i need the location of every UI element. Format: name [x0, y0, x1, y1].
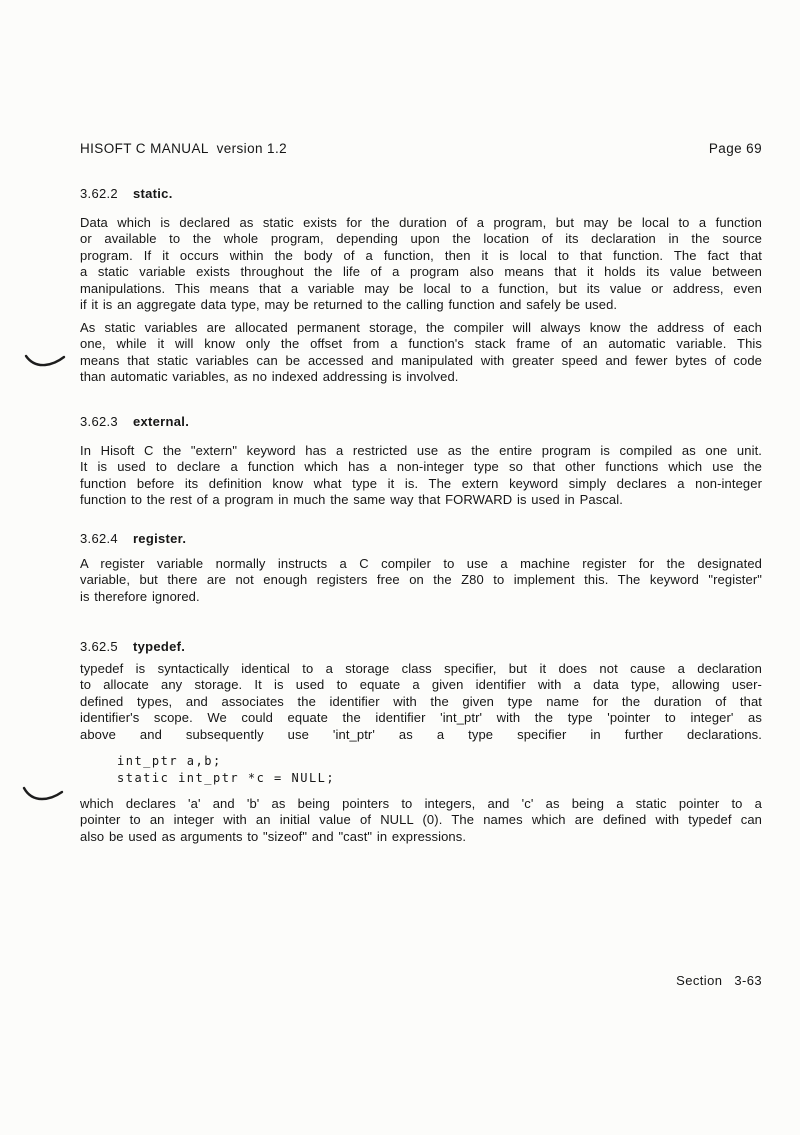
text-line: or available to the whole program, depending upon the location of its declaration in the source [80, 231, 762, 247]
paragraph [80, 215, 762, 313]
text-line: function before its definition know what type it is. The extern keyword simply declares a non-integer [80, 475, 762, 491]
text-line: variable, but there are not enough registers free on the Z80 to implement this. The keyword "register" [80, 572, 762, 588]
text-line: function to the rest of a program in much the same way that FORWARD is used in Pascal. [80, 492, 623, 508]
text-line: pointer to an integer with an initial value of NULL (0). The names which are defined with typedef can [80, 812, 762, 828]
text-line: means that static variables can be accessed and manipulated with greater speed and fewer bytes of code [80, 352, 762, 368]
text-line: As static variables are allocated permanent storage, the compiler will always know the address of each [80, 320, 762, 335]
text-line: a static variable exists throughout the life of a program also means that it holds its value between [80, 264, 762, 280]
text-line: Data which is declared as static exists for the duration of a program, but may be local to a function [80, 215, 762, 230]
text-line: than automatic variables, as no indexed addressing is involved. [80, 369, 459, 385]
text-line: which declares 'a' and 'b' as being pointers to integers, and 'c' as being a static pointer to a [80, 796, 762, 811]
handwritten-tick-icon [22, 784, 64, 804]
page-number: Page 69 [708, 141, 762, 156]
text-line: static int_ptr *c = NULL; [117, 771, 336, 785]
section-title: static. [132, 186, 173, 201]
paragraph [80, 661, 762, 743]
text-line: also be used as arguments to "sizeof" and "cast" in expressions. [80, 828, 467, 844]
text-line: above and subsequently use 'int_ptr' as a type specifier in further declarations. [80, 726, 762, 742]
handwritten-tick-icon [24, 351, 66, 371]
paragraph [80, 556, 762, 605]
paragraph [80, 320, 762, 386]
text-line: It is used to declare a function which has a non-integer type so that other functions which use the [80, 459, 762, 475]
manual-title: HISOFT C MANUAL version 1.2 [80, 141, 288, 156]
text-line: A register variable normally instructs a C compiler to use a machine register for the designated [80, 556, 762, 571]
page-header [80, 141, 762, 156]
text-line: manipulations. This means that a variable may be local to a function, but its value or address, even [80, 280, 762, 296]
section-number: 3.62.3 [80, 414, 118, 429]
section-heading-external [80, 414, 762, 429]
text-line: if it is an aggregate data type, may be returned to the calling function and safely be used. [80, 296, 618, 312]
section-title: register. [132, 531, 187, 546]
paragraph [80, 443, 762, 509]
text-line: In Hisoft C the "extern" keyword has a restricted use as the entire program is compiled as one unit. [80, 443, 762, 458]
section-title: external. [132, 414, 190, 429]
section-heading-typedef [80, 639, 762, 654]
section-title: typedef. [132, 639, 186, 654]
section-number: 3.62.4 [80, 531, 118, 546]
paragraph [80, 796, 762, 845]
section-heading-static [80, 186, 762, 201]
section-footer-label: Section 3-63 [676, 973, 762, 988]
text-line: to allocate any storage. It is used to equate a given identifier with a data type, allowing user- [80, 677, 762, 693]
text-line: is therefore ignored. [80, 588, 200, 604]
section-number: 3.62.5 [80, 639, 118, 654]
text-line: typedef is syntactically identical to a storage class specifier, but it does not cause a declaration [80, 661, 762, 676]
text-line: one, while it will know only the offset from a function's stack frame of an automatic variable. This [80, 336, 762, 352]
code-block [117, 753, 335, 787]
section-number: 3.62.2 [80, 186, 118, 201]
text-line: program. If it occurs within the body of a function, then it is local to that function. The fact that [80, 247, 762, 263]
text-line: int_ptr a,b; [117, 754, 222, 768]
text-line: identifier's scope. We could equate the identifier 'int_ptr' with the type 'pointer to integer' as [80, 710, 762, 726]
text-line: defined types, and associates the identifier with the given type name for the duration of that [80, 693, 762, 709]
section-heading-register [80, 531, 762, 546]
